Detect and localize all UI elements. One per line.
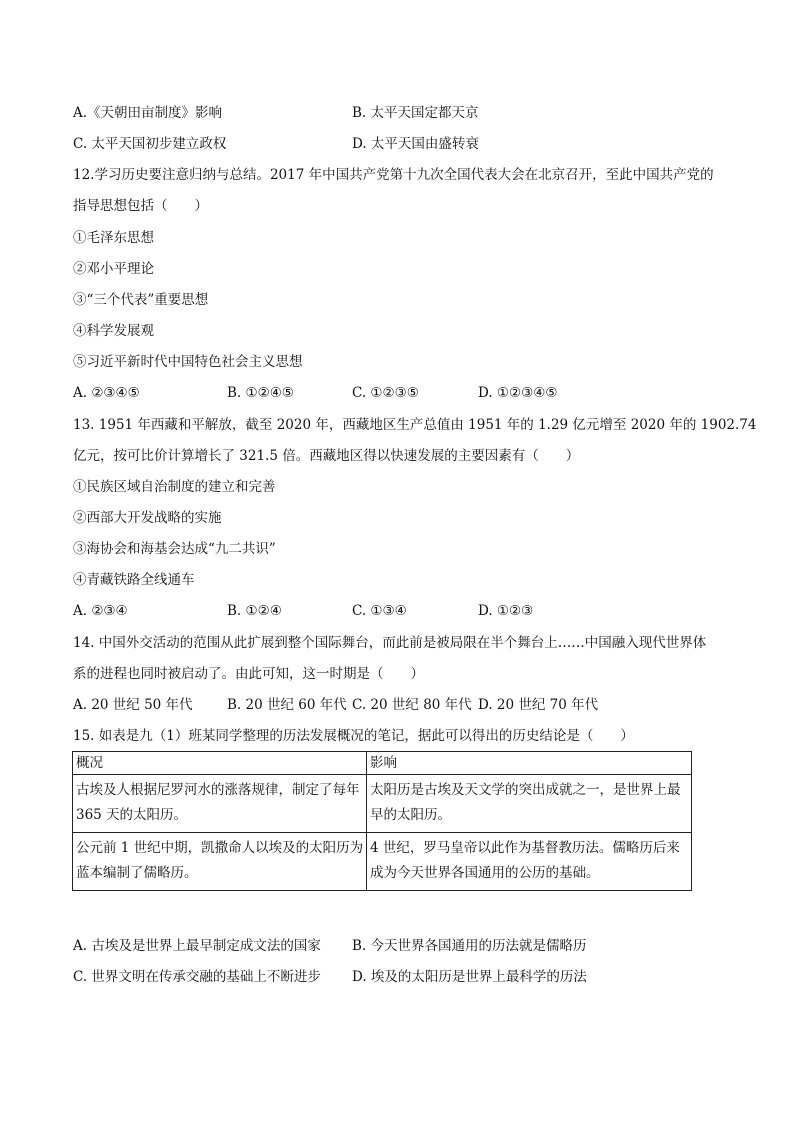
q12-option-d[interactable]: D. ①②③④⑤: [478, 385, 558, 401]
table-cell-impact: 4 世纪，罗马皇帝以此作为基督教历法。儒略历后来成为今天世界各国通用的公历的基础。: [367, 833, 692, 891]
q12-item-2: ②邓小平理论: [73, 261, 154, 277]
table-cell-overview: 公元前 1 世纪中期，凯撒命人以埃及的太阳历为蓝本编制了儒略历。: [73, 833, 367, 891]
q13-item-1: ①民族区域自治制度的建立和完善: [73, 479, 276, 495]
table-header-impact: 影响: [367, 752, 692, 775]
q14-option-c[interactable]: C. 20 世纪 80 年代: [352, 697, 472, 713]
q15-option-c[interactable]: C. 世界文明在传承交融的基础上不断进步: [73, 969, 321, 985]
q15-option-b[interactable]: B. 今天世界各国通用的历法就是儒略历: [352, 938, 587, 954]
q14-stem-line1: 14. 中国外交活动的范围从此扩展到整个国际舞台，而此前是被局限在半个舞台上……中国融入现代世界体: [73, 635, 707, 651]
calendar-history-table: [72, 751, 692, 891]
q14-stem-line2: 系的进程也同时被启动了。由此可知，这一时期是（ ）: [73, 666, 424, 682]
q12-option-c[interactable]: C. ①②③⑤: [352, 385, 419, 401]
q12-item-4: ④科学发展观: [73, 323, 154, 339]
q13-stem-line2: 亿元，按可比价计算增长了 321.5 倍。西藏地区得以快速发展的主要因素有（ ）: [73, 448, 580, 464]
q12-item-3: ③“三个代表”重要思想: [73, 292, 209, 308]
q14-option-a[interactable]: A. 20 世纪 50 年代: [73, 697, 193, 713]
q12-stem-line2: 指导思想包括（ ）: [73, 198, 208, 214]
table-cell-overview: 古埃及人根据尼罗河水的涨落规律，制定了每年 365 天的太阳历。: [73, 775, 367, 833]
q11-option-b[interactable]: B. 太平天国定都天京: [352, 105, 479, 121]
table-row: [73, 833, 692, 891]
q14-option-d[interactable]: D. 20 世纪 70 年代: [478, 697, 599, 713]
table-cell-impact: 太阳历是古埃及天文学的突出成就之一，是世界上最早的太阳历。: [367, 775, 692, 833]
q12-option-b[interactable]: B. ①②④⑤: [227, 385, 294, 401]
q13-stem-line1: 13. 1951 年西藏和平解放，截至 2020 年，西藏地区生产总值由 1951 年的 1.29 亿元增至 2020 年的 1902.74: [73, 417, 757, 433]
q11-option-c[interactable]: C. 太平天国初步建立政权: [73, 136, 227, 152]
q13-option-b[interactable]: B. ①②④: [227, 603, 282, 619]
q12-item-1: ①毛泽东思想: [73, 230, 154, 246]
q11-option-a[interactable]: A.《天朝田亩制度》影响: [73, 105, 223, 121]
q12-option-a[interactable]: A. ②③④⑤: [73, 385, 140, 401]
q15-option-a[interactable]: A. 古埃及是世界上最早制定成文法的国家: [73, 938, 321, 954]
table-header-overview: 概况: [73, 752, 367, 775]
q13-item-3: ③海协会和海基会达成“九二共识”: [73, 541, 276, 557]
q15-stem: 15. 如表是九（1）班某同学整理的历法发展概况的笔记，据此可以得出的历史结论是（ ）: [73, 728, 634, 744]
q12-item-5: ⑤习近平新时代中国特色社会主义思想: [73, 354, 303, 370]
q13-item-2: ②西部大开发战略的实施: [73, 510, 222, 526]
q13-item-4: ④青藏铁路全线通车: [73, 572, 195, 588]
q13-option-d[interactable]: D. ①②③: [478, 603, 534, 619]
table-header-row: [73, 752, 692, 775]
table-row: [73, 775, 692, 833]
q11-option-d[interactable]: D. 太平天国由盛转衰: [352, 136, 479, 152]
q15-option-d[interactable]: D. 埃及的太阳历是世界上最科学的历法: [352, 969, 587, 985]
q12-stem-line1: 12.学习历史要注意归纳与总结。2017 年中国共产党第十九次全国代表大会在北京召开，至此中国共产党的: [73, 167, 714, 183]
q13-option-a[interactable]: A. ②③④: [73, 603, 128, 619]
q13-option-c[interactable]: C. ①③④: [352, 603, 407, 619]
q14-option-b[interactable]: B. 20 世纪 60 年代: [227, 697, 347, 713]
